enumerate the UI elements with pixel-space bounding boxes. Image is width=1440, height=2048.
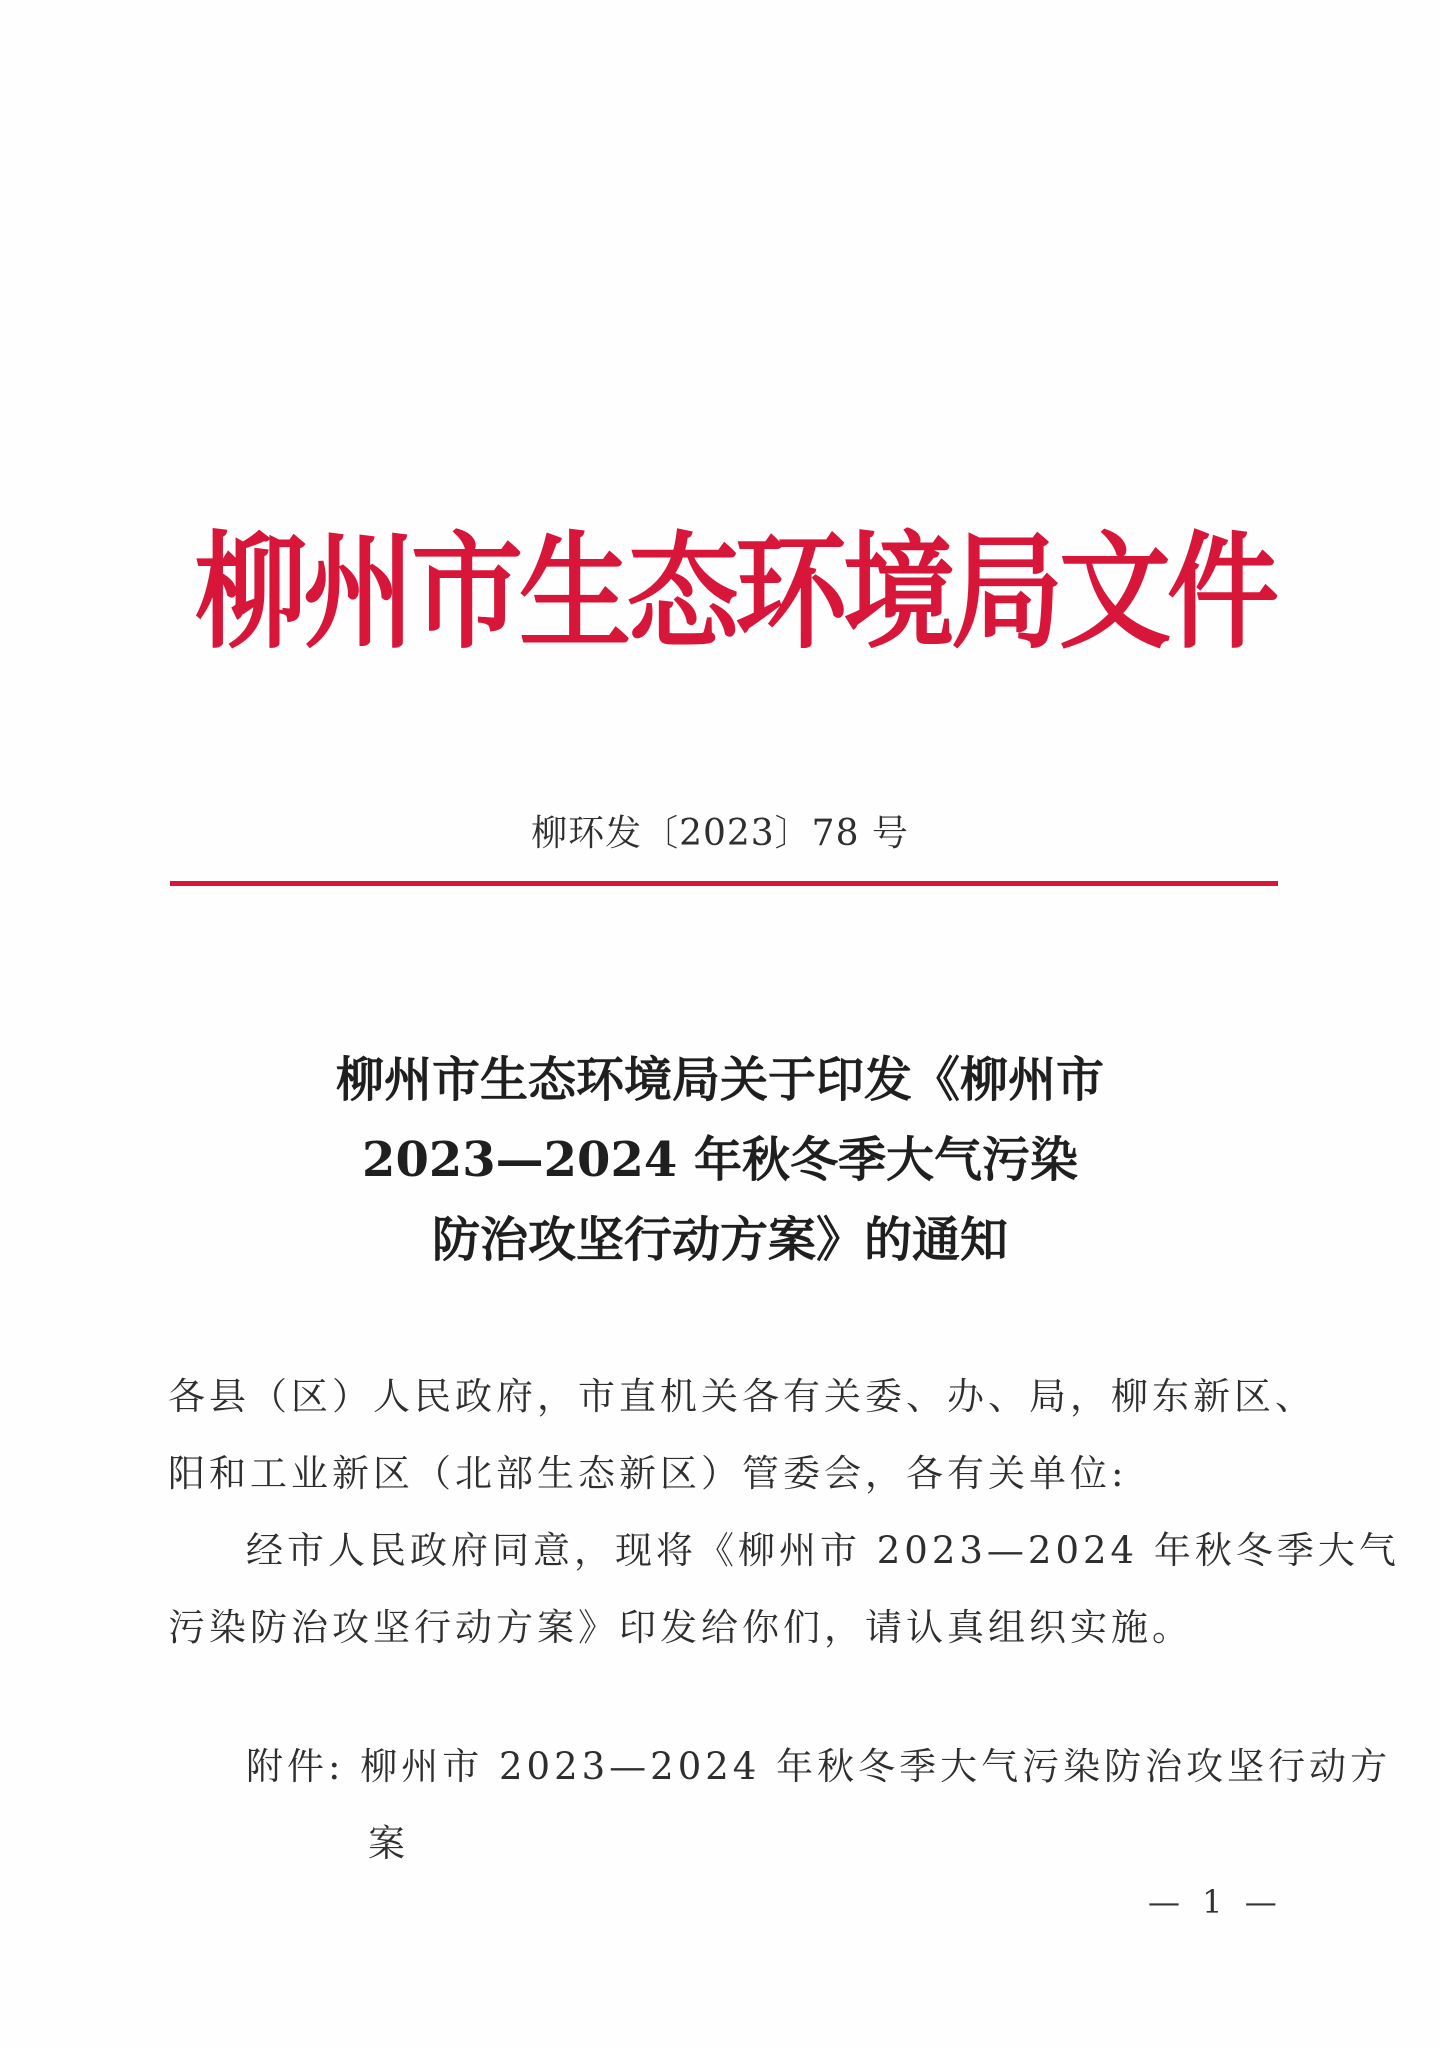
document-title bbox=[0, 1040, 1440, 1280]
title-line-2: 2023—2024 年秋冬季大气污染 bbox=[362, 1132, 1078, 1188]
attachment-note bbox=[246, 1728, 1392, 1882]
attachment-line-1: 附件: 柳州市 2023—2024 年秋冬季大气污染防治攻坚行动方 bbox=[246, 1745, 1392, 1788]
addressee-line-2: 阳和工业新区（北部生态新区）管委会，各有关单位: bbox=[168, 1452, 1128, 1495]
red-separator-line bbox=[170, 881, 1278, 886]
title-line-3: 防治攻坚行动方案》的通知 bbox=[431, 1212, 1008, 1268]
addressee-line-1: 各县（区）人民政府，市直机关各有关委、办、局，柳东新区、 bbox=[168, 1375, 1316, 1418]
paragraph-line-1: 经市人民政府同意，现将《柳州市 2023—2024 年秋冬季大气 bbox=[246, 1529, 1400, 1572]
page-number: — 1 — bbox=[1148, 1883, 1283, 1921]
title-line-1: 柳州市生态环境局关于印发《柳州市 bbox=[335, 1052, 1104, 1108]
issuer-header: 柳州市生态环境局文件 bbox=[195, 520, 1275, 666]
document-number: 柳环发〔2023〕78 号 bbox=[531, 813, 909, 854]
document-body bbox=[168, 1358, 1400, 1666]
paragraph-line-2: 污染防治攻坚行动方案》印发给你们，请认真组织实施。 bbox=[168, 1606, 1193, 1649]
attachment-line-2: 案 bbox=[368, 1822, 409, 1865]
